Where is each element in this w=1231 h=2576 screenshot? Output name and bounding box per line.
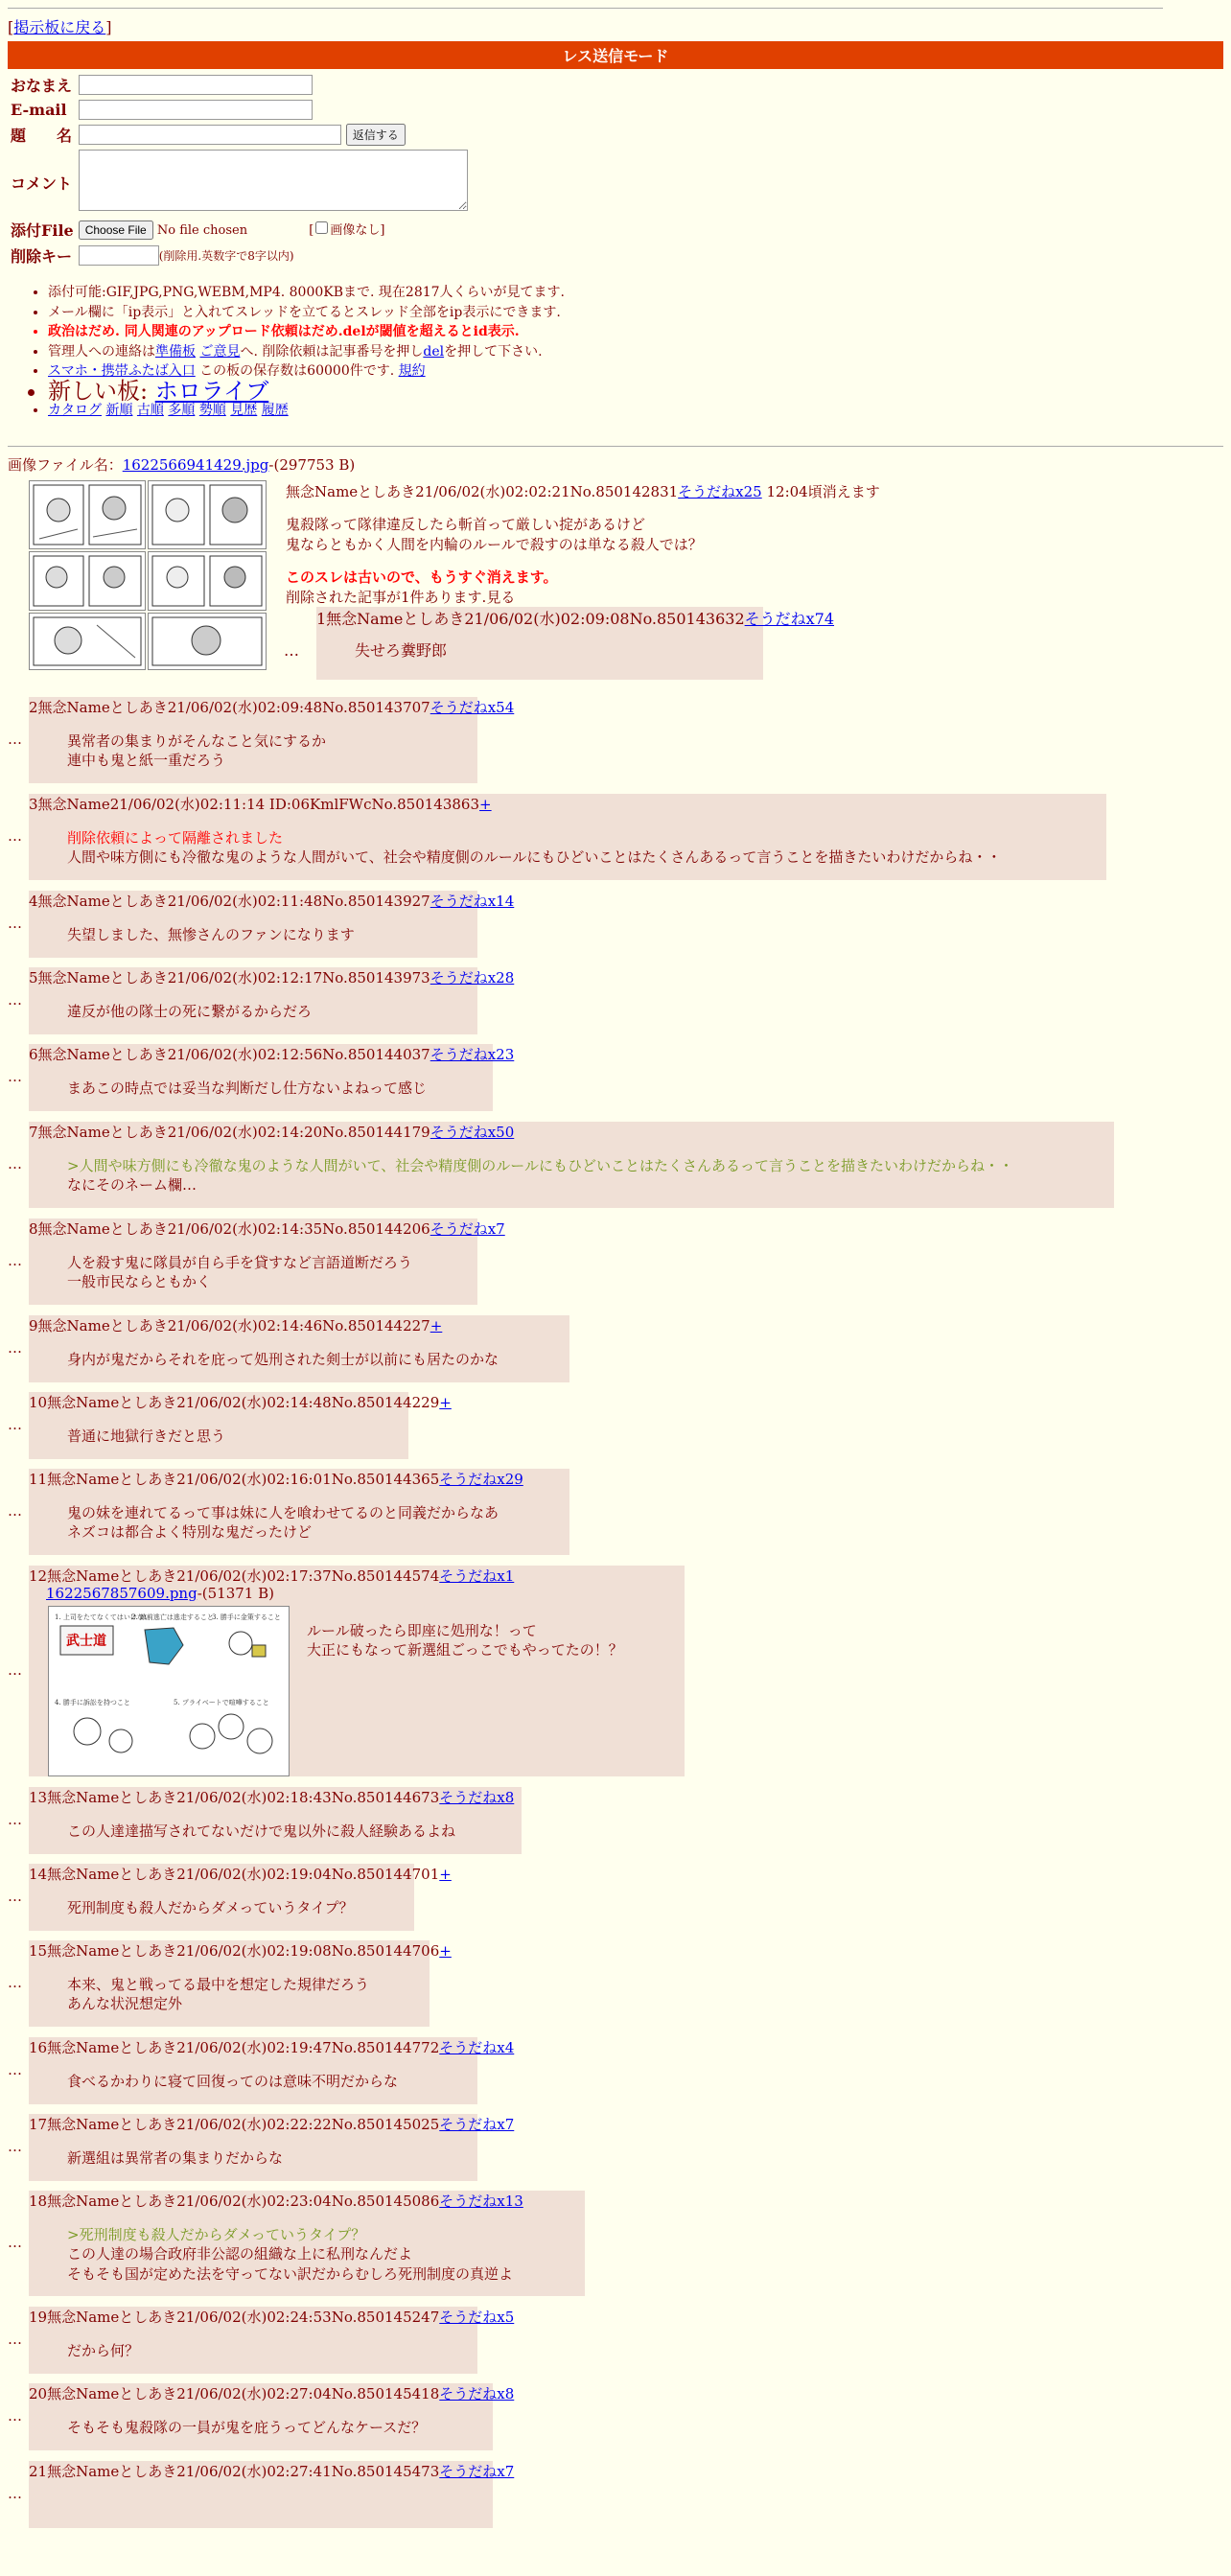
back-link-row: [掲示板に戻る] [8,18,112,36]
reply-header: 6無念Nameとしあき21/06/02(水)02:12:56No.850144037そうだねx23 [29,1045,515,1063]
mobile-entrance-link[interactable]: スマホ・携帯ふたば入口 [48,363,196,379]
catalog-link[interactable]: カタログ [48,403,102,418]
reply-mode-banner: レス送信モード [8,41,1223,69]
board-rules-list [8,283,1223,421]
thread-divider [8,446,1223,447]
reply-text: 削除依頼によって隔離されました 人間や味方側にも冷徹な鬼のような人間がいて、社会や精度側のルールにもひどいことはたくさんあるって言うことを描きたいわけだからね・・ [67,828,1002,866]
reply-box [29,1787,522,1854]
sodane-link[interactable]: そうだねx5 [439,2308,515,2326]
reply-text: 違反が他の隊士の死に繋がるからだろ [67,1002,313,1020]
reply-text: >死刑制度も殺人だからダメっていうタイプ？ この人達の場合政府非公認の組織な上に私刑なんだよ そもそも国が定めた法を守ってない訳だからむしろ死刑制度の真逆よ [67,2225,514,2283]
reply-box [29,2307,515,2374]
sodane-link[interactable]: + [439,1393,452,1411]
sodane-link[interactable]: そうだねx7 [430,1219,505,1238]
sort-old-link[interactable]: 古順 [136,403,164,418]
reply-text: そもそも鬼殺隊の一員が鬼を庇うってどんなケースだ？ [67,2418,427,2436]
rule-contact: • 管理人への連絡は準備板 ご意見へ. 削除依頼は記事番号を押しdelを押して下さい. [48,342,1223,362]
ellipsis-marker: … [8,2330,22,2348]
ellipsis-marker: … [8,1251,22,1269]
reply-box [29,2383,515,2450]
top-divider [8,8,1163,9]
op-file-info: 画像ファイル名：1622566941429.jpg-(297753 B) [8,455,356,474]
reply-box [29,891,515,958]
history-link[interactable]: 履歴 [261,403,289,418]
reply-text: 失望しました、無惨さんのファンになります [67,925,355,943]
ellipsis-marker: … [8,1887,22,1905]
reply-text: 普通に地獄行きだと思う [67,1427,226,1445]
name-input[interactable] [79,75,313,95]
reply-text: 失せろ糞野郎 [355,640,448,660]
reply-header: 19無念Nameとしあき21/06/02(水)02:24:53No.850145247そうだねx5 [29,2308,515,2326]
sodane-link[interactable]: そうだねx74 [744,609,835,628]
sort-new-link[interactable]: 新順 [105,403,133,418]
sodane-link[interactable]: そうだねx28 [430,968,515,986]
sodane-link[interactable]: そうだねx25 [678,482,762,500]
manga-panel [29,613,146,670]
reply-text: この人達達描写されてないだけで鬼以外に殺人経験あるよね [67,1822,456,1840]
sodane-link[interactable]: そうだねx13 [439,2192,523,2210]
comment-textarea[interactable] [79,150,468,211]
reply-box [29,1392,452,1459]
reply-text: ルール破ったら即座に処刑な！って 大正にもなって新選組ごっこでもやってたの！？ [307,1621,623,1659]
reply-box [29,2191,585,2296]
reply-header: 2無念Nameとしあき21/06/02(水)02:09:48No.850143707そうだねx54 [29,698,515,716]
reply-text: 異常者の集まりがそんなこと気にするか 連中も鬼と紙一重だろう [67,731,327,769]
reply-box [29,1469,569,1555]
sort-links [48,401,1223,421]
ellipsis-marker: … [8,2060,22,2078]
sodane-link[interactable]: そうだねx4 [439,2038,515,2056]
reply-header: 3無念Name21/06/02(水)02:11:14 ID:06KmlFWcNo.850143863+ [29,795,492,813]
reply-box [29,1122,1114,1208]
op-body: 無念Nameとしあき21/06/02(水)02:02:21No.850142831そうだねx25 12:04頃消えます 鬼殺隊って隊律違反したら斬首って厳しい掟があるけど 鬼ならともかく人間を内輪のルールで殺すのは単なる殺人では？ このスレは古いので、もうすぐ消えます。 削除された記事が1件あります.見る [286,482,880,606]
reply-text: だから何？ [67,2341,140,2359]
view-history-link[interactable]: 見歴 [230,403,258,418]
prep-board-link[interactable]: 準備板 [155,343,196,360]
sodane-link[interactable]: そうだねx23 [430,1045,515,1063]
reply-header: 14無念Nameとしあき21/06/02(水)02:19:04No.850144701+ [29,1865,452,1883]
svg-text:1. 上司をたてなくてはいけない: 1. 上司をたてなくてはいけない [55,1613,151,1621]
rule-politics: • 政治はだめ. 同人関連のアップロード依頼はだめ.delが閾値を超えるとid表示. [48,322,1223,342]
ellipsis-marker: … [8,1338,22,1357]
reply-text: >人間や味方側にも冷徹な鬼のような人間がいて、社会や精度側のルールにもひどいことはたくさんあるって言うことを描きたいわけだからね・・ なにそのネーム欄… [67,1156,1013,1194]
reply-header: 10無念Nameとしあき21/06/02(水)02:14:48No.850144229+ [29,1393,452,1411]
reply-box [29,1218,505,1305]
rule-attachments: • 添付可能:GIF,JPG,PNG,WEBM,MP4. 8000KBまで. 現在2817人くらいが見てます. [48,283,1223,303]
reply-box [29,1864,452,1931]
reply-header: 12無念Nameとしあき21/06/02(水)02:17:37No.850144574そうだねx1 [29,1566,515,1585]
email-input[interactable] [79,100,313,120]
svg-text:2. 敵前逃亡は逃走すること: 2. 敵前逃亡は逃走すること [131,1613,214,1621]
reply-header: 18無念Nameとしあき21/06/02(水)02:23:04No.850145086そうだねx13 [29,2192,523,2210]
ellipsis-marker: … [8,1501,22,1520]
no-image-checkbox[interactable] [315,221,328,234]
reply-text: 鬼の妹を連れてるって事は妹に人を喰わせてるのと同義だからなあ ネズコは都合よく特別な鬼だったけど [67,1503,499,1541]
reply-text: 死刑制度も殺人だからダメっていうタイプ？ [67,1898,354,1916]
hololive-board-link[interactable]: ホロライブ [154,377,269,405]
subject-input[interactable] [79,125,341,145]
manga-panel [148,480,267,549]
ellipsis-marker: … [8,1415,22,1433]
ellipsis-marker: … [8,2406,22,2425]
ellipsis-marker: … [8,914,22,932]
file-label: 添付File [11,221,74,240]
terms-link[interactable]: 規約 [398,363,426,379]
choose-file-button[interactable]: Choose File [79,220,153,240]
reply-list [8,697,1223,2576]
manga-panel [148,613,267,670]
op-header: 無念Nameとしあき21/06/02(水)02:02:21No.850142831そうだねx25 12:04頃消えます [286,482,880,500]
submit-reply-button[interactable]: 返信する [346,124,406,146]
sodane-link[interactable]: そうだねx29 [439,1470,523,1488]
feedback-link[interactable]: ご意見 [199,343,241,360]
reply-box [29,967,515,1034]
reply-box [29,1315,569,1382]
ellipsis-marker: … [8,2484,22,2502]
reply-header: 1無念Nameとしあき21/06/02(水)02:09:08No.850143632そうだねx74 [316,609,835,628]
del-link[interactable]: del [423,343,445,360]
reply-header: 5無念Nameとしあき21/06/02(水)02:12:17No.850143973そうだねx28 [29,968,515,986]
reply-box [29,2461,515,2528]
reply-file-info: 1622567857609.png-(51371 B) [46,1584,274,1602]
name-label: おなまえ [11,77,73,95]
sodane-link[interactable]: そうだねx54 [430,698,515,716]
deleted-notice: 削除された記事が1件あります.見る [286,588,516,606]
manga-panel [148,551,267,611]
ellipsis-marker: … [8,990,22,1009]
sodane-link[interactable]: そうだねx8 [439,2384,515,2402]
rule-ip-display: • メール欄に「ip表示」と入れてスレッドを立てるとスレッド全部をip表示にできます. [48,303,1223,323]
svg-text:4. 勝手に訴訟を持つこと: 4. 勝手に訴訟を持つこと [55,1698,130,1706]
sodane-link[interactable]: そうだねx1 [439,1566,515,1585]
reply-box [29,2114,515,2181]
reply-box [29,794,1106,880]
sodane-link[interactable]: そうだねx8 [439,1788,515,1806]
sodane-link[interactable]: そうだねx50 [430,1123,515,1141]
ellipsis-marker: … [8,2137,22,2155]
reply-text: まあこの時点では妥当な判断だし仕方ないよねって感じ [67,1079,428,1097]
no-file-text: No file chosen [156,223,248,238]
reply-header: 7無念Nameとしあき21/06/02(水)02:14:20No.850144179そうだねx50 [29,1123,515,1141]
reply-file-link[interactable]: 1622567857609.png [46,1584,197,1602]
reply-header: 4無念Nameとしあき21/06/02(水)02:11:48No.850143927そうだねx14 [29,892,515,910]
reply-header: 8無念Nameとしあき21/06/02(水)02:14:35No.850144206そうだねx7 [29,1219,505,1238]
back-to-board-link[interactable]: 掲示板に戻る [13,18,106,36]
reply-header: 20無念Nameとしあき21/06/02(水)02:27:04No.850145418そうだねx8 [29,2384,515,2402]
delete-key-input[interactable] [79,245,159,266]
sodane-link[interactable]: そうだねx14 [430,892,515,910]
reply-box [29,697,515,783]
reply-text: 人を殺す鬼に隊員が自ら手を貸すなど言語道断だろう 一般市民ならともかく [67,1253,413,1290]
ellipsis-marker: … [8,1660,22,1679]
sodane-link[interactable]: + [479,795,492,813]
reply-text: 食べるかわりに寝て回復ってのは意味不明だからな [67,2072,399,2090]
reply-box [29,2037,515,2104]
sodane-link[interactable]: + [430,1316,443,1334]
reply-header: 9無念Nameとしあき21/06/02(水)02:14:46No.850144227+ [29,1316,443,1334]
ellipsis-marker: … [8,1067,22,1085]
ellipsis-marker: … [8,1154,22,1172]
reply-thumbnail[interactable] [48,1606,290,1776]
op-thumbnail[interactable] [29,480,265,670]
ellipsis-marker: … [8,826,22,845]
reply-header: 15無念Nameとしあき21/06/02(水)02:19:08No.850144706+ [29,1941,452,1960]
sodane-link[interactable]: + [439,1941,452,1960]
reply-header: 13無念Nameとしあき21/06/02(水)02:18:43No.850144673そうだねx8 [29,1788,515,1806]
old-thread-warning: このスレは古いので、もうすぐ消えます。 [286,569,558,586]
sodane-link[interactable]: そうだねx7 [439,2115,515,2133]
ellipsis-marker: … [8,730,22,748]
op-file-link[interactable]: 1622566941429.jpg [122,455,269,474]
ellipsis-marker: … [8,1810,22,1828]
subject-label: 題 名 [11,127,73,145]
reply-box [29,1566,685,1776]
ellipsis-marker: … [8,2233,22,2251]
ellipsis-marker: … [8,1973,22,1991]
manga-panel [29,551,146,611]
reply-text: 本来、鬼と戦ってる最中を想定した規律だろう あんな状況想定外 [67,1975,370,2012]
reply-box [29,1044,515,1111]
delete-key-note: (削除用.英数字で8字以内) [158,249,294,263]
rule-mobile: • スマホ・携帯ふたば入口 この板の保存数は60000件です. 規約 [48,361,1223,382]
reply-header: 16無念Nameとしあき21/06/02(水)02:19:47No.850144772そうだねx4 [29,2038,515,2056]
sodane-link[interactable]: そうだねx7 [439,2462,515,2480]
post-form: おなまえ E-mail 題 名 返信する コメント 添付File Choose File No file chosen [ 画像なし] 削除キー (削除用.英数字で8字以内) [8,71,471,269]
svg-text:武士道: 武士道 [66,1633,106,1649]
sodane-link[interactable]: + [439,1865,452,1883]
svg-text:3. 勝手に金策すること: 3. 勝手に金策すること [212,1613,281,1621]
reply-text: 新選組は異常者の集まりだからな [67,2148,284,2167]
sort-momentum-link[interactable]: 勢順 [198,403,226,418]
reply-header: 21無念Nameとしあき21/06/02(水)02:27:41No.850145473そうだねx7 [29,2462,515,2480]
reply-box [29,1940,452,2027]
reply-header: 11無念Nameとしあき21/06/02(水)02:16:01No.850144365そうだねx29 [29,1470,523,1488]
manga-panel [29,480,146,549]
svg-text:5. プライベートで喧嘩すること: 5. プライベートで喧嘩すること [174,1698,269,1706]
new-board-item: • 新しい板: ホロライブ [48,382,1223,402]
comment-label: コメント [11,174,73,193]
reply-text: 身内が鬼だからそれを庇って処刑された剣士が以前にも居たのかな [67,1350,499,1368]
op-post: 無念Nameとしあき21/06/02(水)02:02:21No.850142831そうだねx25 12:04頃消えます 鬼殺隊って隊律違反したら斬首って厳しい掟があるけど 鬼ならともかく人間を内輪のルールで殺すのは単なる殺人では？ このスレは古いので、もうすぐ消えます。 削除された記事が1件あります.見る … 1無念Nameとしあき21/06/02(水)02:09:08No.850143632そうだねx74 失せろ糞野郎 [8,475,1223,695]
delete-key-label: 削除キー [11,247,73,266]
email-label: E-mail [11,101,67,119]
no-image-label: 画像なし [330,223,381,238]
reply-header: 17無念Nameとしあき21/06/02(水)02:22:22No.850145025そうだねx7 [29,2115,515,2133]
sort-many-link[interactable]: 多順 [168,403,196,418]
